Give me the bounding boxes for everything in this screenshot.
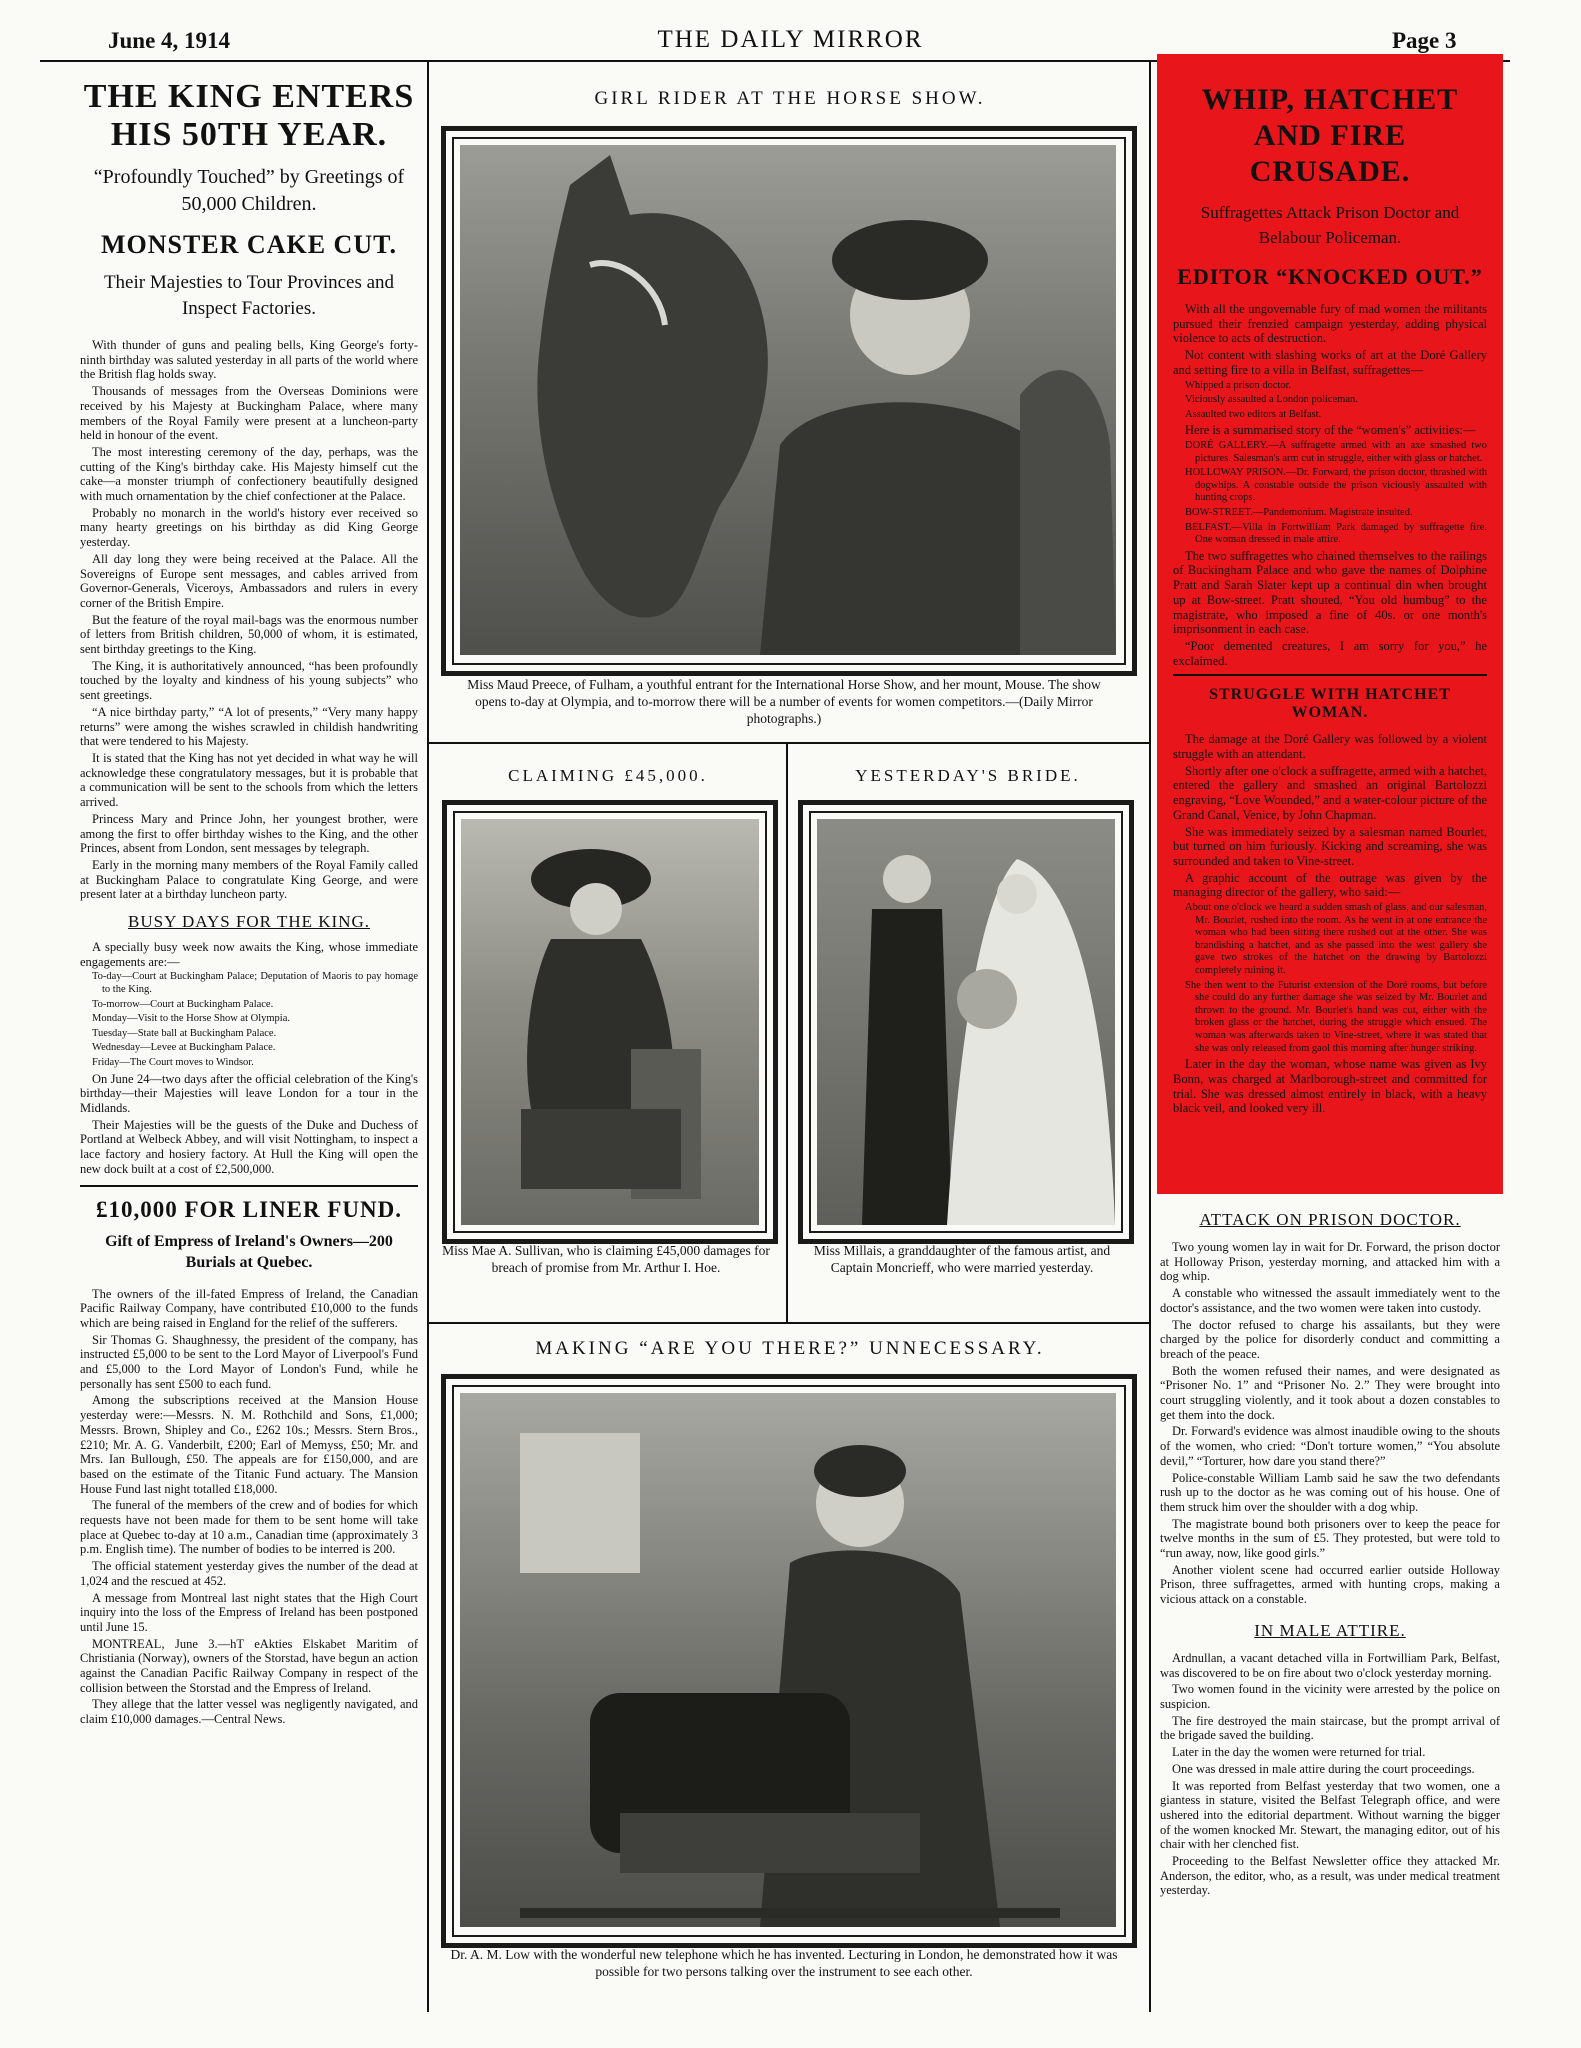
quote-paragraph: About one o'clock we heard a sudden smash of glass, and our salesman, Mr. Bourlet, rushed into the room. As he went in at one entrance the woman who had been sitting there rushed out at the other. She was brandishing a hatchet, and as she passed into the west gallery she gave two strokes of the hatchet on the drawing by Bartolozzi completely ruining it.: [1185, 902, 1487, 977]
telephone-picture-caption: Dr. A. M. Low with the wonderful new telephone which he has invented. Lecturing in London, he demonstrated how it was possible for two persons talking over the instrument to see each other.: [450, 1947, 1118, 1979]
paragraph: Here is a summarised story of the “women's” activities:—: [1185, 423, 1476, 438]
paragraph: Later in the day the women were returned for trial.: [1172, 1745, 1426, 1760]
engagements-list: [80, 971, 418, 1069]
paragraph: The funeral of the members of the crew and of bodies for which requests have not been made for them to be sent home will take place at Quebec to-day at 10 a.m., Canadian time (approximately 3 p.m. English time). The number of bodies to be interred is 200.: [80, 1498, 418, 1557]
center-divider-vertical: [786, 744, 788, 1322]
tour-deck: Their Majesties to Tour Provinces and Inspect Factories.: [103, 272, 395, 319]
hatchet-headline: STRUGGLE WITH HATCHET WOMAN.: [1209, 686, 1451, 722]
telephone-photo: [460, 1393, 1116, 1927]
bride-picture-title: YESTERDAY'S BRIDE.: [855, 766, 1081, 785]
claiming-photo: [461, 819, 759, 1225]
list-item: Wednesday—Levee at Buckingham Palace.: [92, 1042, 276, 1054]
horse-photo: [460, 145, 1116, 655]
paragraph: Their Majesties will be the guests of the Duke and Duchess of Portland at Welbeck Abbey, and will visit Nottingham, to inspect a lace factory and hosiery factory. At Hull the King will open the new dock built at a cost of £2,500,000.: [80, 1117, 418, 1176]
paragraph: Two young women lay in wait for Dr. Forward, the prison doctor at Holloway Prison, yesterday morning, and attacked him with a dog whip.: [1160, 1240, 1500, 1284]
paragraph: With all the ungovernable fury of mad women the militants pursued their frenzied campaign yesterday, adding physical violence to acts of destruction.: [1173, 302, 1487, 346]
telephone-picture-title: MAKING “ARE YOU THERE?” UNNECESSARY.: [535, 1338, 1045, 1359]
paragraph: The two suffragettes who chained themselves to the railings of Buckingham Palace and who gave the names of Dolphine Pratt and Sarah Slater kept up a continual din when brought up at Bow-street. Pratt shouted, “You old humbug” to the magistrate, who imposed a fine of 40s. or one month's imprisonment in each case.: [1173, 548, 1487, 637]
attack-headline: ATTACK ON PRISON DOCTOR.: [1199, 1210, 1461, 1229]
cake-headline: MONSTER CAKE CUT.: [100, 230, 398, 259]
paragraph: Early in the morning many members of the Royal Family called at Buckingham Palace to congratulate King George, and were present later at a birthday luncheon party.: [80, 857, 418, 902]
editor-headline: EDITOR “KNOCKED OUT.”: [1177, 264, 1483, 289]
paragraph: Not content with slashing works of art at the Doré Gallery and setting fire to a villa in Belfast, suffragettes—: [1173, 348, 1487, 377]
bride-photo: [817, 819, 1115, 1225]
claiming-picture-title: CLAIMING £45,000.: [508, 766, 708, 785]
paragraph: One was dressed in male attire during the court proceedings.: [1172, 1761, 1475, 1776]
paragraph: A message from Montreal last night states that the High Court inquiry into the loss of the Empress of Ireland has been postponed until June 15.: [80, 1590, 418, 1634]
paragraph: Among the subscriptions received at the Mansion House yesterday were:—Messrs. N. M. Rothchild and Sons, £1,000; Messrs. Brown, Shipley and Co., £262 10s.; Messrs. Stern Bros., £210; Mr. A. G. Vanderbilt, £200; Earl of Memyss, £50; Mr. and Mrs. Ian Bullough, £50. The appeals are for £150,000, and are based on the estimate of the Titanic Fund actuary. The Mansion House Fund last night totalled £18,000.: [80, 1393, 418, 1496]
king-deck: “Profoundly Touched” by Greetings of 50,000 Children.: [93, 166, 405, 215]
liner-fund-deck: Gift of Empress of Ireland's Owners—200 Burials at Quebec.: [105, 1232, 393, 1271]
list-item: Tuesday—State ball at Buckingham Palace.: [92, 1027, 277, 1039]
paragraph: On June 24—two days after the official celebration of the King's birthday—their Majesties will leave London for a tour in the Midlands.: [80, 1071, 418, 1115]
column-divider-left: [427, 62, 429, 2012]
liner-fund-headline: £10,000 FOR LINER FUND.: [95, 1196, 403, 1222]
king-article-body: [80, 338, 418, 902]
paragraph: The doctor refused to charge his assailants, but they were charged by the police for disorderly conduct and committing a breach of the peace.: [1160, 1317, 1500, 1361]
list-item: Monday—Visit to the Horse Show at Olympia.: [92, 1013, 290, 1025]
paragraph: Dr. Forward's evidence was almost inaudible owing to the shouts of the women, who cried: “Don't torture women,” “You absolute devil,” “Torturer, how dare you stand there?”: [1160, 1424, 1500, 1468]
seated-woman-illustration: [461, 819, 759, 1225]
paragraph: All day long they were being received at the Palace. All the Sovereigns of Europe sent messages, and cables arrived from Governor-Generals, Viceroys, Ambassadors and rulers in every corner of the British Empire.: [80, 551, 418, 610]
paragraph: Shortly after one o'clock a suffragette, armed with a hatchet, entered the gallery and smashed an original Bartolozzi engraving, “Love Wounded,” and a water-colour picture of the Grand Canal, Venice, by John Chapman.: [1173, 763, 1487, 822]
paragraph: Police-constable William Lamb said he saw the two defendants rush up to the doctor as he was coming out of his house. One of them struck him over the shoulder with a dog whip.: [1160, 1470, 1500, 1514]
paragraph: The official statement yesterday gives the number of the dead at 1,024 and the rescued at 452.: [80, 1559, 418, 1588]
list-item: To-day—Court at Buckingham Palace; Deputation of Maoris to pay homage to the King.: [92, 971, 418, 996]
claiming-photo-frame: [442, 800, 778, 1244]
wedding-couple-illustration: [817, 819, 1115, 1225]
paragraph: The most interesting ceremony of the day, perhaps, was the cutting of the King's birthday cake. His Majesty himself cut the cake—a monster triumph of confectionery beautifully designed with much ornamentation by the chief confectioner at the Palace.: [80, 444, 418, 504]
list-item: Friday—The Court moves to Windsor.: [92, 1056, 254, 1068]
column-divider-right: [1149, 62, 1151, 2012]
list-item: To-morrow—Court at Buckingham Palace.: [92, 998, 274, 1010]
issue-date: June 4, 1914: [108, 28, 231, 53]
paragraph: A specially busy week now awaits the King, whose immediate engagements are:—: [80, 940, 418, 969]
paragraph: It is stated that the King has not yet decided in what way he will acknowledge these congratulatory messages, but it is probable that a communication will be sent to the schools from which the letters arrived.: [80, 750, 418, 810]
paragraph: Two women found in the vicinity were arrested by the police on suspicion.: [1160, 1682, 1500, 1711]
horse-picture-title: GIRL RIDER AT THE HORSE SHOW.: [594, 88, 986, 109]
left-column: [80, 78, 418, 2018]
inventor-with-telephone-illustration: [460, 1393, 1116, 1927]
paragraph: Ardnullan, a vacant detached villa in Fortwilliam Park, Belfast, was discovered to be on fire about two o'clock yesterday morning.: [1160, 1650, 1500, 1680]
page-number: Page 3: [1392, 28, 1457, 53]
masthead: [0, 0, 1581, 60]
paragraph: A graphic account of the outrage was given by the managing director of the gallery, who said:—: [1173, 870, 1487, 900]
horse-picture-caption: Miss Maud Preece, of Fulham, a youthful entrant for the International Horse Show, and her mount, Mouse. The show opens to-day at Olympia, and to-morrow there will be a number of events for women competitors.—(Daily Mirror photographs.): [467, 677, 1101, 726]
red-box-column: [1173, 54, 1487, 1194]
paragraph: The King, it is authoritatively announced, “has been profoundly touched by the loyalty and kindness of his young subjects” who sent greetings.: [80, 658, 418, 703]
horse-photo-frame: [441, 126, 1137, 676]
list-item: HOLLOWAY PRISON.—Dr. Forward, the prison doctor, thrashed with dogwhips. A constable outside the prison viciously assaulted with hunting crops.: [1185, 467, 1487, 504]
paragraph: Sir Thomas G. Shaughnessy, the president of the company, has instructed £5,000 to be sent to the Lord Mayor of Liverpool's Fund and £5,000 to the Lord Mayor of London's Fund, while he personally has sent £500 to each fund.: [80, 1332, 418, 1391]
paragraph: “A nice birthday party,” “A lot of presents,” “Very many happy returns” were among the wishes scrawled in childish handwriting that were tendered to his Majesty.: [80, 704, 418, 749]
king-headline: THE KING ENTERS HIS 50TH YEAR.: [83, 78, 415, 153]
center-rule-1: [429, 742, 1149, 744]
paragraph: Princess Mary and Prince John, her youngest brother, were among the first to offer birthday wishes to the King, and the other Princes, absent from London, sent messages by telegraph.: [80, 811, 418, 856]
red-section-rule: [1173, 674, 1487, 676]
list-item: Viciously assaulted a London policeman.: [1185, 394, 1358, 406]
list-item: Assaulted two editors at Belfast.: [1185, 408, 1322, 420]
right-lower-column: [1160, 1196, 1500, 2016]
male-attire-headline: IN MALE ATTIRE.: [1254, 1620, 1406, 1640]
paragraph: A constable who witnessed the assault immediately went to the doctor's assistance, and the two women were taken into custody.: [1160, 1286, 1500, 1315]
list-item: Whipped a prison doctor.: [1185, 379, 1292, 391]
newspaper-title: THE DAILY MIRROR: [657, 26, 924, 53]
paragraph: The fire destroyed the main staircase, but the prompt arrival of the brigade saved the building.: [1160, 1713, 1500, 1743]
list-item: BOW-STREET.—Pandemonium. Magistrate insulted.: [1185, 506, 1413, 518]
paragraph: MONTREAL, June 3.—hT eAkties Elskabet Maritim of Christiania (Norway), owners of the Storstad, have begun an action against the Canadian Pacific Railway Company in respect of the collision between the Storstad and the Empress of Ireland.: [80, 1636, 418, 1695]
list-item: DORÉ GALLERY.—A suffragette armed with an axe smashed two pictures. Salesman's arm cut in struggle, either with glass or hatchet.: [1185, 440, 1487, 464]
paragraph: But the feature of the royal mail-bags was the enormous number of letters from British children, 50,000 of whom, it is estimated, sent birthday greetings to the King.: [80, 612, 418, 657]
suffragette-red-box: [1157, 54, 1503, 1194]
telephone-photo-frame: [441, 1374, 1137, 1948]
busy-days-headline: BUSY DAYS FOR THE KING.: [128, 912, 370, 932]
crusade-deck: Suffragettes Attack Prison Doctor and Belabour Policeman.: [1200, 203, 1460, 247]
quote-paragraph: She then went to the Futurist extension of the Doré rooms, but before she could do any further damage she was seized by Mr. Bourlet and thrown to the ground. Mr. Bourlet's hand was cut, either with the broken glass or the hatchet, during the struggle which ensued. The woman was afterwards taken to Vine-street, where it was stated that she was only released from gaol this morning after hunger striking.: [1185, 979, 1487, 1054]
claiming-picture-caption: Miss Mae A. Sullivan, who is claiming £45,000 damages for breach of promise from Mr. Arthur I. Hoe.: [442, 1243, 770, 1275]
paragraph: The magistrate bound both prisoners over to keep the peace for twelve months in the sum of £5. They protested, but were told to “run away, now, like good girls.”: [1160, 1516, 1500, 1561]
paragraph: The damage at the Doré Gallery was followed by a violent struggle with an attendant.: [1173, 732, 1487, 762]
paragraph: It was reported from Belfast yesterday that two women, one a giantess in stature, visited the Belfast Telegraph office, and were ushered into the editorial department. Without warning the bigger of the women knocked Mr. Stewart, the managing editor, out of his chair with her clenched fist.: [1160, 1778, 1500, 1852]
paragraph: Another violent scene had occurred earlier outside Holloway Prison, three suffragettes, armed with hunting crops, making a vicious attack on a constable.: [1160, 1562, 1500, 1607]
bride-photo-frame: [798, 800, 1134, 1244]
paragraph: Probably no monarch in the world's history ever received so many hearty greetings on his birthday as did King George yesterday.: [80, 505, 418, 550]
crusade-headline: WHIP, HATCHET AND FIRE CRUSADE.: [1201, 83, 1459, 188]
liner-article-body: [80, 1287, 418, 1727]
list-item: BELFAST.—Villa in Fortwilliam Park damaged by suffragette fire. One woman dressed in male attire.: [1185, 521, 1487, 546]
paragraph: “Poor demented creatures, I am sorry for you,” he exclaimed.: [1173, 638, 1487, 668]
paragraph: Later in the day the woman, whose name was given as Ivy Bonn, was charged at Marlborough-street and committed for trial. She was dressed almost entirely in black, with a heavy black veil, and looked very ill.: [1173, 1057, 1487, 1116]
paragraph: Both the women refused their names, and were designated as “Prisoner No. 1” and “Prisoner No. 2.” They were brought into court struggling violently, and it took about a dozen constables to get them into the dock.: [1160, 1363, 1500, 1422]
paragraph: With thunder of guns and pealing bells, King George's forty-ninth birthday was saluted yesterday in all parts of the world where the British flag holds sway.: [80, 338, 418, 382]
paragraph: They allege that the latter vessel was negligently navigated, and claim £10,000 damages.—Central News.: [80, 1697, 418, 1727]
horse-and-rider-illustration: [460, 145, 1116, 655]
paragraph: Proceeding to the Belfast Newsletter office they attacked Mr. Anderson, the editor, who, as a result, was under medical treatment yesterday.: [1160, 1854, 1500, 1898]
paragraph: She was immediately seized by a salesman named Bourlet, but turned on him furiously. Kicking and screaming, she was surrounded and taken to Vine-street.: [1173, 824, 1487, 868]
paragraph: Thousands of messages from the Overseas Dominions were received by his Majesty at Buckingham Palace, where many members of the Royal Family were present at a luncheon-party held in honour of the event.: [80, 384, 418, 443]
center-rule-2: [429, 1322, 1149, 1324]
section-rule: [80, 1185, 418, 1187]
paragraph: The owners of the ill-fated Empress of Ireland, the Canadian Pacific Railway Company, have contributed £10,000 to the funds which are being raised in England for the relief of the sufferers.: [80, 1286, 418, 1330]
bride-picture-caption: Miss Millais, a granddaughter of the famous artist, and Captain Moncrieff, who were married yesterday.: [813, 1243, 1111, 1275]
